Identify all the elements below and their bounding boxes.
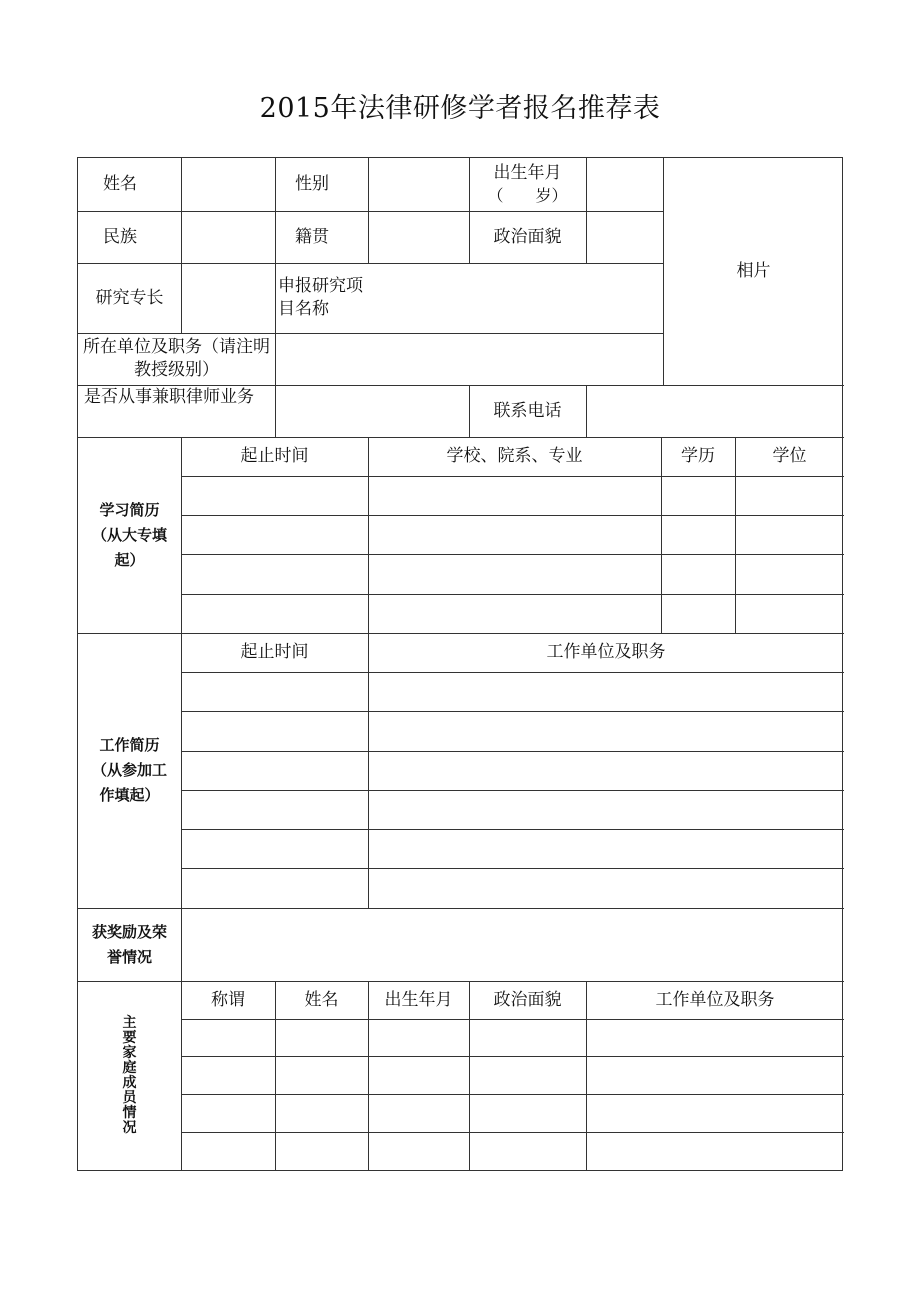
unit-label: 所在单位及职务（请注明教授级别） — [83, 337, 270, 380]
row-divider — [181, 711, 844, 712]
study-period-header: 起止时间 — [240, 446, 309, 466]
birth-field[interactable] — [587, 159, 662, 210]
study-education-header: 学历 — [681, 446, 715, 466]
specialty-field[interactable] — [182, 264, 274, 332]
work-section-label: 工作简历（从参加工作填起） — [91, 736, 167, 804]
study-degree-header: 学位 — [772, 446, 807, 466]
row-divider — [181, 751, 844, 752]
native-place-label: 籍贯 — [295, 226, 329, 247]
row-divider — [181, 1094, 844, 1095]
birth-label-cell — [469, 158, 586, 211]
registration-form — [77, 157, 843, 1171]
phone-field[interactable] — [587, 386, 843, 436]
row-divider — [181, 1132, 844, 1133]
age-hint: （ 岁） — [487, 186, 568, 205]
work-period-header: 起止时间 — [240, 642, 309, 662]
parttime-field[interactable] — [276, 386, 468, 436]
row-divider — [181, 594, 844, 595]
project-field[interactable] — [369, 264, 662, 332]
name-field[interactable] — [182, 159, 274, 210]
gender-field[interactable] — [369, 159, 468, 210]
col-divider — [368, 437, 369, 908]
row-divider — [181, 1056, 844, 1057]
family-relation-header: 称谓 — [211, 989, 245, 1010]
row-divider — [181, 554, 844, 555]
specialty-label: 研究专长 — [95, 287, 164, 308]
row-divider — [181, 672, 844, 673]
ethnicity-label: 民族 — [103, 226, 137, 247]
gender-label: 性别 — [295, 174, 329, 194]
row-divider — [181, 515, 844, 516]
row-divider — [181, 1019, 844, 1020]
phone-label: 联系电话 — [493, 400, 562, 421]
political-label: 政治面貌 — [493, 226, 562, 247]
family-unit-header: 工作单位及职务 — [655, 989, 775, 1010]
political-field[interactable] — [587, 212, 662, 262]
row-divider — [181, 476, 844, 477]
family-section-label: 主 要 家 庭 成 员 情 况 — [122, 1015, 137, 1136]
study-school-header: 学校、院系、专业 — [446, 446, 583, 466]
col-divider — [181, 437, 182, 1171]
awards-section-label: 获奖励及荣誉情况 — [91, 922, 167, 966]
family-name-header: 姓名 — [304, 989, 339, 1010]
family-birth-header: 出生年月 — [384, 989, 453, 1010]
birth-label: 出生年月 — [493, 163, 562, 183]
ethnicity-field[interactable] — [182, 212, 274, 262]
row-divider — [181, 790, 844, 791]
row-divider — [181, 829, 844, 830]
native-place-field[interactable] — [369, 212, 468, 262]
unit-field[interactable] — [276, 334, 662, 384]
name-label: 姓名 — [103, 174, 137, 194]
work-unit-header: 工作单位及职务 — [546, 642, 666, 662]
row-divider — [181, 868, 844, 869]
parttime-label: 是否从事兼职律师业务 — [84, 387, 254, 407]
photo-label: 相片 — [736, 261, 771, 281]
form-title: 2015年法律研修学者报名推荐表 — [259, 93, 661, 124]
study-section-label: 学习简历（从大专填起） — [91, 500, 167, 569]
family-political-header: 政治面貌 — [493, 989, 562, 1010]
awards-field[interactable] — [182, 909, 843, 980]
project-label: 申报研究项目名称 — [278, 276, 363, 319]
